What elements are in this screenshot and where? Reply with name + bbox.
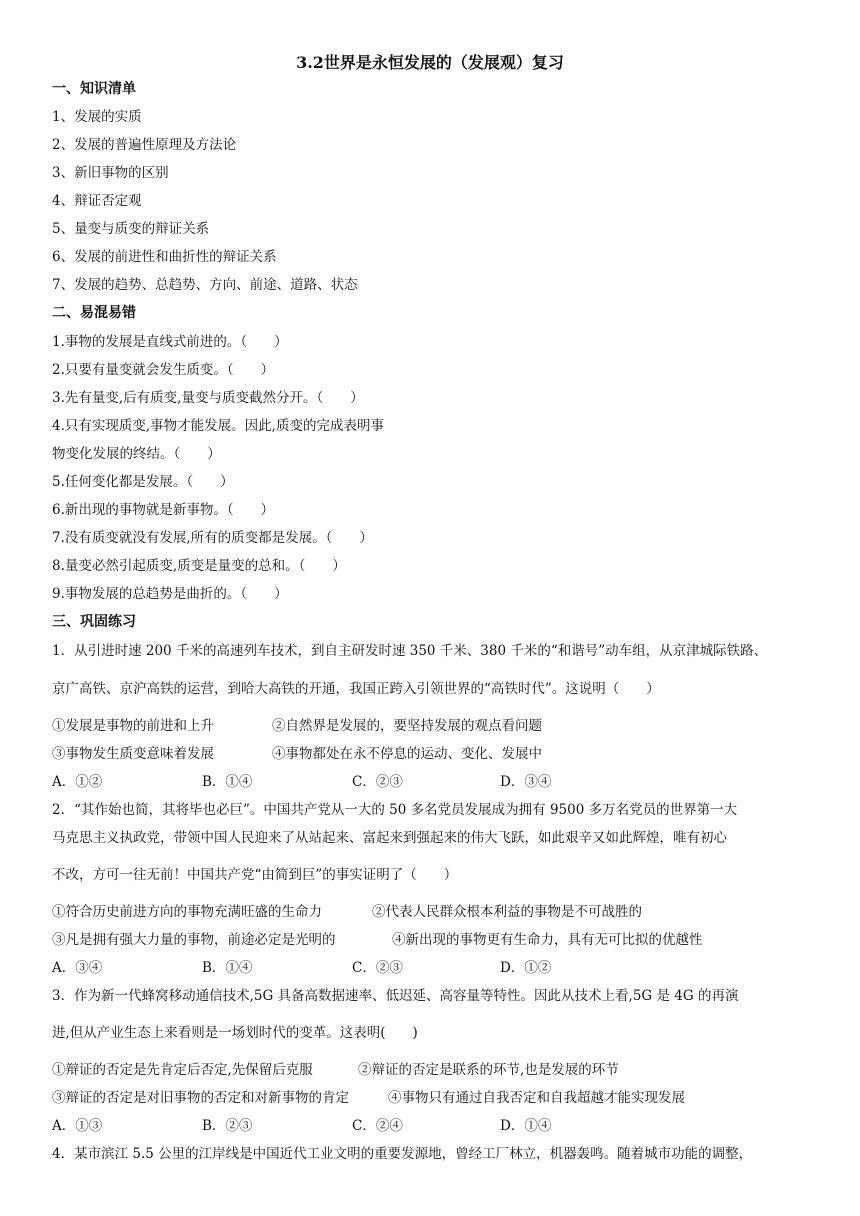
question-3-text: 3．作为新一代蜂窝移动通信技术,5G 具备高数据速率、低迟延、高容量等特性。因此从技术上看,5G 是 4G 的再演 bbox=[52, 988, 739, 1004]
document-title: 3.2世界是永恒发展的（发展观）复习 bbox=[296, 53, 564, 72]
q3-choice-d: D．①④ bbox=[500, 1118, 552, 1134]
question-2-text: 马克思主义执政党，带领中国人民迎来了从站起来、富起来到强起来的伟大飞跃，如此艰辛又如此辉煌，唯有初心 bbox=[52, 830, 727, 846]
judgment-item: 3.先有量变,后有质变,量变与质变截然分开。（ ） bbox=[52, 390, 364, 406]
judgment-item: 6.新出现的事物就是新事物。（ ） bbox=[52, 502, 275, 518]
q1-choice-b: B．①④ bbox=[202, 774, 253, 790]
q2-statement-2: ②代表人民群众根本利益的事物是不可战胜的 bbox=[372, 904, 642, 920]
section-heading-common-mistakes: 二、易混易错 bbox=[52, 305, 136, 321]
question-1-text: 1．从引进时速 200 千米的高速列车技术，到自主研发时速 350 千米、380 千米的“和谐号”动车组，从京津城际铁路、 bbox=[52, 643, 768, 659]
question-3-text: 进,但从产业生态上来看则是一场划时代的变革。这表明( ) bbox=[52, 1025, 418, 1041]
q1-choice-c: C．②③ bbox=[352, 774, 403, 790]
q2-choice-a: A．③④ bbox=[52, 960, 103, 976]
judgment-item: 5.任何变化都是发展。（ ） bbox=[52, 474, 234, 490]
q3-statement-4: ④事物只有通过自我否定和自我超越才能实现发展 bbox=[388, 1090, 685, 1106]
judgment-item-continuation: 物变化发展的终结。（ ） bbox=[52, 446, 221, 462]
q3-choice-c: C．②④ bbox=[352, 1118, 403, 1134]
knowledge-item: 2、发展的普遍性原理及方法论 bbox=[52, 137, 237, 153]
question-2-text: 不改，方可一往无前！中国共产党“由简到巨”的事实证明了（ ） bbox=[52, 867, 458, 883]
judgment-item: 9.事物发展的总趋势是曲折的。（ ） bbox=[52, 586, 288, 602]
q1-statement-4: ④事物都处在永不停息的运动、变化、发展中 bbox=[272, 746, 542, 762]
q2-statement-1: ①符合历史前进方向的事物充满旺盛的生命力 bbox=[52, 904, 322, 920]
knowledge-item: 4、辩证否定观 bbox=[52, 193, 142, 209]
knowledge-item: 7、发展的趋势、总趋势、方向、前途、道路、状态 bbox=[52, 277, 358, 293]
knowledge-item: 6、发展的前进性和曲折性的辩证关系 bbox=[52, 249, 277, 265]
q3-statement-2: ②辩证的否定是联系的环节,也是发展的环节 bbox=[358, 1062, 619, 1078]
q2-choice-d: D．①② bbox=[500, 960, 552, 976]
q1-statement-3: ③事物发生质变意味着发展 bbox=[52, 746, 214, 762]
q3-statement-3: ③辩证的否定是对旧事物的否定和对新事物的肯定 bbox=[52, 1090, 349, 1106]
section-heading-practice: 三、巩固练习 bbox=[52, 614, 136, 630]
knowledge-item: 5、量变与质变的辩证关系 bbox=[52, 221, 210, 237]
knowledge-item: 3、新旧事物的区别 bbox=[52, 165, 169, 181]
question-1-text: 京广高铁、京沪高铁的运营，到哈大高铁的开通，我国正跨入引领世界的“高铁时代”。这说明（ ） bbox=[52, 681, 660, 697]
section-heading-knowledge-list: 一、知识清单 bbox=[52, 81, 136, 97]
question-4-text: 4．某市滨江 5.5 公里的江岸线是中国近代工业文明的重要发源地，曾经工厂林立，机器轰鸣。随着城市功能的调整， bbox=[52, 1146, 753, 1162]
q3-statement-1: ①辩证的否定是先肯定后否定,先保留后克服 bbox=[52, 1062, 313, 1078]
judgment-item: 4.只有实现质变,事物才能发展。因此,质变的完成表明事 bbox=[52, 418, 384, 434]
q2-choice-b: B．①④ bbox=[202, 960, 253, 976]
q1-statement-2: ②自然界是发展的，要坚持发展的观点看问题 bbox=[272, 718, 542, 734]
judgment-item: 7.没有质变就没有发展,所有的质变都是发展。（ ） bbox=[52, 530, 373, 546]
q2-choice-c: C．②③ bbox=[352, 960, 403, 976]
q2-statement-3: ③凡是拥有强大力量的事物，前途必定是光明的 bbox=[52, 932, 336, 948]
q1-choice-a: A．①② bbox=[52, 774, 103, 790]
knowledge-item: 1、发展的实质 bbox=[52, 109, 142, 125]
question-2-text: 2．“其作始也简，其将毕也必巨”。中国共产党从一大的 50 多名党员发展成为拥有 9500 多万名党员的世界第一大 bbox=[52, 802, 738, 818]
q3-choice-a: A．①③ bbox=[52, 1118, 103, 1134]
judgment-item: 1.事物的发展是直线式前进的。（ ） bbox=[52, 334, 288, 350]
q1-choice-d: D．③④ bbox=[500, 774, 552, 790]
judgment-item: 2.只要有量变就会发生质变。（ ） bbox=[52, 362, 275, 378]
q3-choice-b: B．②③ bbox=[202, 1118, 253, 1134]
q1-statement-1: ①发展是事物的前进和上升 bbox=[52, 718, 214, 734]
judgment-item: 8.量变必然引起质变,质变是量变的总和。（ ） bbox=[52, 558, 346, 574]
q2-statement-4: ④新出现的事物更有生命力，具有无可比拟的优越性 bbox=[392, 932, 703, 948]
